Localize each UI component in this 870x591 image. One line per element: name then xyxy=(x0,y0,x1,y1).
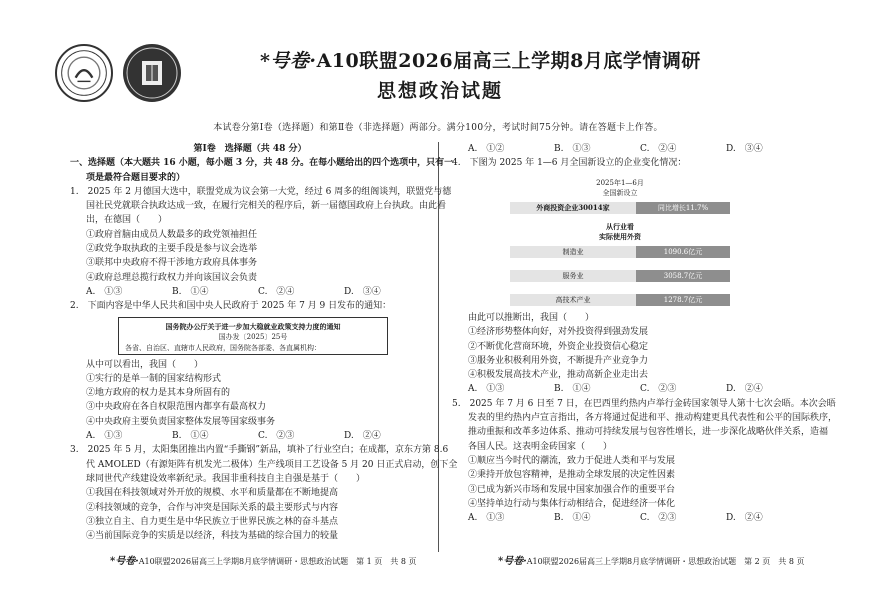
option-b[interactable]: B. ①③ xyxy=(554,144,591,154)
q4-item: ③服务业积极利用外资，不断提升产业竞争力 xyxy=(468,355,649,366)
q5-item: ③已成为新兴市场和发展中国家加强合作的重要平台 xyxy=(468,484,676,495)
exam-title: A10联盟2026届高三上学期8月底学情调研 xyxy=(316,50,701,72)
q4-options xyxy=(452,382,812,396)
question-1-line: 国社民党就联合执政达成一致，在履行完相关的程序后，新一届德国政府上台执政。由此看 xyxy=(86,201,447,212)
question-2-after: 从中可以看出，我国（ ） xyxy=(86,359,204,370)
q5-item: ②秉持开放包容精神，是推动全球发展的决定性因素 xyxy=(468,470,676,481)
chart-row-value: 1090.6亿元 xyxy=(636,246,730,258)
option-d[interactable]: D. ②④ xyxy=(726,513,763,524)
q5-item: ①顺应当今时代的潮流，致力于促进人类和平与发展 xyxy=(468,455,676,466)
notice-recipients: 各省、自治区、直辖市人民政府，国务院各部委、各直属机构： xyxy=(125,343,321,352)
q2-item: ③中央政府在各自权限范围内都享有最高权力 xyxy=(86,402,267,413)
option-d[interactable]: D. ②④ xyxy=(726,384,763,395)
footer-right xyxy=(498,552,804,567)
question-1-line: 1. 2025 年 2 月德国大选中，联盟党成为议会第一大党，经过 6 周多的组阁谈判，联盟党与德 xyxy=(70,186,452,197)
question-3-line: 球同世代产线建设效率新纪录。我国非重科技自主自强是基于（ ） xyxy=(86,473,366,484)
option-c[interactable]: C. ②④ xyxy=(640,144,677,154)
instruction-line: 一、选择题（本大题共 16 小题，每小题 3 分，共 48 分。在每小题给出的四个选项中，只有一 xyxy=(70,158,454,169)
notice-document-box xyxy=(118,317,388,355)
option-a[interactable]: A. ①③ xyxy=(468,513,505,524)
exam-header xyxy=(260,46,700,73)
chart-row-value: 同比增长11.7% xyxy=(636,202,730,214)
option-d[interactable]: D. ③④ xyxy=(726,144,763,154)
option-a[interactable]: A. ①② xyxy=(468,144,505,154)
option-b[interactable]: B. ①④ xyxy=(554,384,591,395)
chart-row-manufacturing xyxy=(510,246,730,258)
question-2-stem: 2. 下面内容是中华人民共和国中央人民政府于 2025 年 7 月 9 日发布的通知： xyxy=(70,301,392,312)
brand-mark: *号卷· xyxy=(260,50,317,72)
logo-group xyxy=(55,44,185,104)
enterprise-chart xyxy=(510,174,730,314)
alliance-book-icon xyxy=(123,44,181,102)
option-d[interactable]: D. ②④ xyxy=(344,431,381,442)
q2-item: ②地方政府的权力是其本身所固有的 xyxy=(86,388,231,399)
q2-item: ①实行的是单一制的国家结构形式 xyxy=(86,373,222,384)
q3-item: ②科技领域的竞争，合作与冲突是国际关系的最主要形式与内容 xyxy=(86,502,339,513)
subject-title: 思想政治试题 xyxy=(376,80,503,102)
chart-row-label: 制造业 xyxy=(510,246,636,258)
q1-options xyxy=(70,285,430,299)
q4-item: ①经济形势整体向好，对外投资得到强劲发展 xyxy=(468,327,649,338)
chart-subheading xyxy=(510,222,730,242)
question-3-line: 代 AMOLED（有源矩阵有机发光二极体）生产线项目工艺设备 5 月 20 日正式启动，创下全 xyxy=(86,459,458,470)
left-column xyxy=(70,142,458,543)
q4-item: ②不断优化营商环境，外资企业投资信心稳定 xyxy=(468,341,649,352)
exam-note: 本试卷分第Ⅰ卷（选择题）和第Ⅱ卷（非选择题）两部分。满分100分，考试时间75分钟。请在答题卡上作答。 xyxy=(213,123,663,133)
q3-options xyxy=(452,142,812,156)
footer-brand: *号卷· xyxy=(498,556,527,567)
option-c[interactable]: C. ②④ xyxy=(258,286,295,297)
chart-subheading-line: 实际使用外资 xyxy=(599,232,641,241)
chart-row-services xyxy=(510,270,730,282)
question-3-line: 3. 2025 年 5 月，太阳集团推出内置“手撕钢”新品，填补了行业空白；在成都，京东方第 8.6 xyxy=(70,445,449,456)
option-a[interactable]: A. ①③ xyxy=(468,384,505,395)
q2-options xyxy=(70,429,430,443)
q3-item: ③独立自主、自力更生是中华民族立于世界民族之林的奋斗基点 xyxy=(86,516,339,527)
alliance-seal-icon xyxy=(55,44,113,102)
question-5-line: 各国人民。这表明金砖国家（ ） xyxy=(468,441,613,452)
right-column-lower xyxy=(452,311,838,525)
q5-options xyxy=(452,511,812,525)
notice-title: 国务院办公厅关于进一步加大稳就业政策支持力度的通知 xyxy=(165,321,341,331)
chart-subheading-line: 从行业看 xyxy=(606,222,634,231)
question-4-stem: 4. 下图为 2025 年 1—6 月全国新设立的企业变化情况： xyxy=(452,158,687,169)
footer-left xyxy=(110,552,416,567)
footer-brand: *号卷· xyxy=(110,556,139,567)
chart-row-value: 3058.7亿元 xyxy=(636,270,730,282)
question-5-line: 5. 2025 年 7 月 6 日至 7 日，在巴西里约热内卢举行金砖国家领导人第十七次会晤。本次会晤 xyxy=(452,398,836,409)
instruction-line: 项是最符合题目要求的） xyxy=(86,172,186,183)
option-b[interactable]: B. ①④ xyxy=(554,513,591,524)
q1-item: ②政党争取执政的主要手段是参与议会选举 xyxy=(86,244,258,255)
chart-row-label: 外商投资企业30014家 xyxy=(510,202,636,214)
question-1-line: 出，在德国（ ） xyxy=(86,215,168,226)
option-c[interactable]: C. ②③ xyxy=(640,384,677,395)
chart-row-value: 1278.7亿元 xyxy=(636,294,730,306)
q3-item: ①我国在科技领域对外开放的规模、水平和质量都在不断地提高 xyxy=(86,488,339,499)
chart-row-label: 服务业 xyxy=(510,270,636,282)
chart-row-foreign-enterprises xyxy=(510,202,730,214)
q1-item: ③联邦中央政府不得干涉地方政府具体事务 xyxy=(86,258,258,269)
right-column xyxy=(452,142,812,171)
question-5-line: 推动重振和改革多边体系、推动可持续发展与包容性增长，进一步深化战略伙伴关系，造福 xyxy=(468,427,829,438)
option-a[interactable]: A. ①③ xyxy=(86,431,123,442)
chart-title-line: 2025年1—6月 xyxy=(596,179,644,187)
q4-item: ④积极发展高技术产业，推动高新企业走出去 xyxy=(468,370,649,381)
section-title: 第Ⅰ卷 选择题（共 48 分） xyxy=(193,144,307,154)
option-d[interactable]: D. ③④ xyxy=(344,286,381,297)
q5-item: ④坚持单边行动与集体行动相结合，促进经济一体化 xyxy=(468,498,676,509)
q1-item: ④政府总理总揽行政权力并向该国议会负责 xyxy=(86,272,258,283)
chart-row-high-tech xyxy=(510,294,730,306)
footer-text: A10联盟2026届高三上学期8月底学情调研・思想政治试题 第 2 页 共 8 页 xyxy=(526,557,805,566)
question-4-after: 由此可以推断出，我国（ ） xyxy=(468,313,595,323)
footer-text: A10联盟2026届高三上学期8月底学情调研・思想政治试题 第 1 页 共 8 页 xyxy=(138,557,417,566)
option-c[interactable]: C. ②③ xyxy=(640,513,677,524)
chart-row-label: 高技术产业 xyxy=(510,294,636,306)
chart-subtitle: 全国新设立 xyxy=(602,189,638,197)
notice-number: 国办发〔2025〕25号 xyxy=(218,332,288,341)
option-c[interactable]: C. ②③ xyxy=(258,431,295,442)
question-5-line: 发表的里约热内卢宣言指出，各方将通过促进和平、推动构建更具代表性和公平的国际秩序， xyxy=(468,413,838,424)
q3-item: ④当前国际竞争的实质是以经济，科技为基础的综合国力的较量 xyxy=(86,531,339,542)
option-b[interactable]: B. ①④ xyxy=(172,286,209,297)
q1-item: ①政府首脑由成员人数最多的政党领袖担任 xyxy=(86,229,258,240)
chart-title xyxy=(510,178,730,198)
q2-item: ④中央政府主要负责国家整体发展等国家级事务 xyxy=(86,416,276,427)
option-a[interactable]: A. ①③ xyxy=(86,286,123,297)
option-b[interactable]: B. ①④ xyxy=(172,431,209,442)
